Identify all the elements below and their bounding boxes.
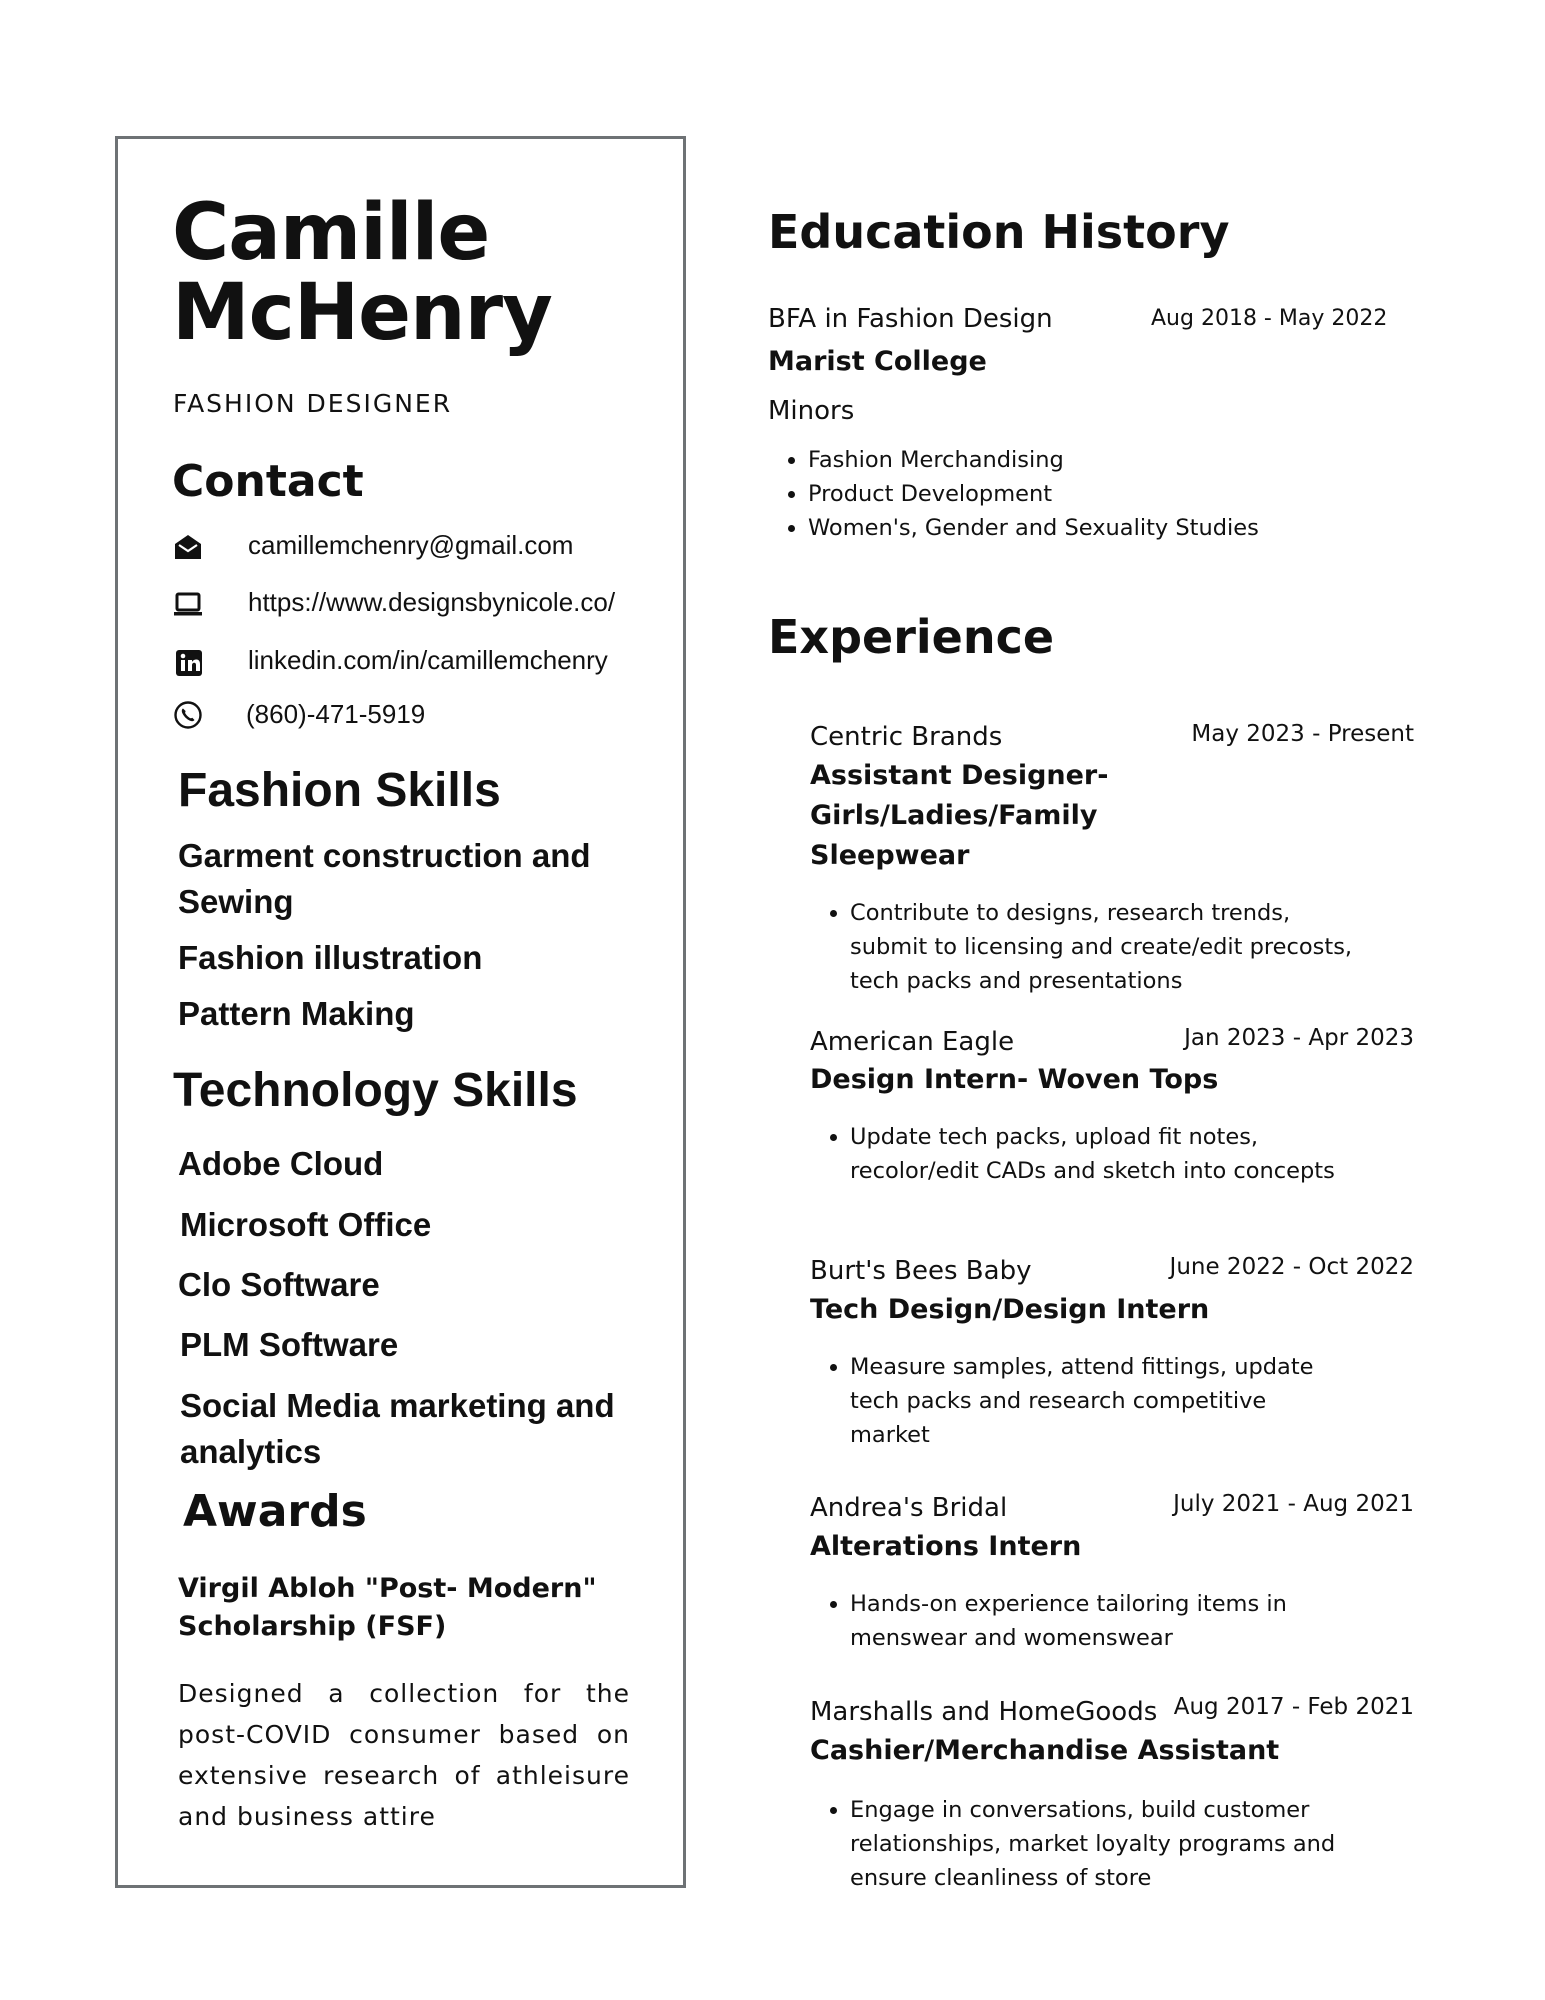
job-bullets (810, 1350, 1350, 1452)
award-title: Virgil Abloh "Post- Modern" Scholarship (FSF) (178, 1573, 597, 1642)
name-first: Camille (172, 188, 490, 278)
education-school: Marist College (768, 346, 987, 377)
job-company: Marshalls and HomeGoods (810, 1697, 1158, 1727)
job-dates: May 2023 - Present (1191, 721, 1414, 747)
job-title: Assistant Designer- Girls/Ladies/Family Sleepwear (810, 760, 1109, 871)
name-last: McHenry (172, 268, 552, 358)
job-company: American Eagle (810, 1027, 1015, 1057)
contact-phone[interactable]: (860)-471-5919 (246, 699, 426, 729)
contact-email[interactable]: camillemchenry@gmail.com (248, 530, 574, 560)
education-dates: Aug 2018 - May 2022 (1151, 306, 1388, 331)
job-title: Design Intern- Woven Tops (810, 1064, 1219, 1095)
envelope-open-icon (173, 532, 203, 562)
job-bullets (810, 1120, 1350, 1188)
job-dates: July 2021 - Aug 2021 (1173, 1491, 1414, 1517)
job-bullets (810, 1793, 1390, 1895)
job-role: FASHION DESIGNER (173, 389, 453, 418)
fashion-skill-item: Garment construction and Sewing (178, 837, 591, 920)
job-dates: June 2022 - Oct 2022 (1169, 1254, 1414, 1280)
job-dates: Jan 2023 - Apr 2023 (1184, 1025, 1414, 1051)
minors-list (768, 443, 1328, 545)
contact-linkedin[interactable]: linkedin.com/in/camillemchenry (248, 645, 608, 675)
list-item: • Engage in conversations, build customer relationships, market loyalty programs and ensure cleanliness of store (850, 1793, 1390, 1895)
tech-skill-item: Social Media marketing and analytics (180, 1387, 615, 1470)
job-dates: Aug 2017 - Feb 2021 (1173, 1694, 1414, 1720)
experience-heading: Experience (768, 610, 1055, 664)
job-company: Andrea's Bridal (810, 1493, 1008, 1523)
technology-skills-heading: Technology Skills (173, 1064, 578, 1117)
tech-skill-item: Adobe Cloud (178, 1145, 384, 1182)
list-item: • Fashion Merchandising (808, 443, 1328, 477)
list-item: • Measure samples, attend fittings, update tech packs and research competitive market (850, 1350, 1350, 1452)
education-degree: BFA in Fashion Design (768, 304, 1053, 334)
awards-heading: Awards (183, 1486, 367, 1537)
job-bullets (810, 1587, 1350, 1655)
tech-skill-item: Clo Software (178, 1266, 380, 1303)
job-title: Cashier/Merchandise Assistant (810, 1735, 1280, 1766)
phone-icon (173, 700, 203, 730)
contact-website[interactable]: https://www.designsbynicole.co/ (248, 587, 616, 617)
job-company: Centric Brands (810, 722, 1003, 752)
list-item: • Product Development (808, 477, 1328, 511)
list-item: • Hands-on experience tailoring items in menswear and womenswear (850, 1587, 1350, 1655)
fashion-skill-item: Pattern Making (178, 995, 415, 1032)
list-item: • Contribute to designs, research trends, submit to licensing and create/edit precosts, tech packs and presentations (850, 896, 1370, 998)
list-item: • Women's, Gender and Sexuality Studies (808, 511, 1328, 545)
education-heading: Education History (768, 205, 1230, 259)
job-company: Burt's Bees Baby (810, 1256, 1032, 1286)
linkedin-icon (174, 648, 204, 678)
job-bullets (810, 896, 1370, 998)
tech-skill-item: PLM Software (180, 1326, 399, 1363)
award-description: Designed a collection for the post-COVID consumer based on extensive research of athleisure and business attire (178, 1679, 630, 1831)
list-item: • Update tech packs, upload fit notes, recolor/edit CADs and sketch into concepts (850, 1120, 1350, 1188)
fashion-skills-heading: Fashion Skills (178, 764, 501, 817)
education-minors-label: Minors (768, 396, 855, 426)
contact-heading: Contact (172, 456, 364, 507)
job-title: Alterations Intern (810, 1531, 1082, 1562)
laptop-icon (173, 589, 203, 619)
job-title: Tech Design/Design Intern (810, 1294, 1210, 1325)
fashion-skill-item: Fashion illustration (178, 939, 483, 976)
tech-skill-item: Microsoft Office (180, 1206, 432, 1243)
